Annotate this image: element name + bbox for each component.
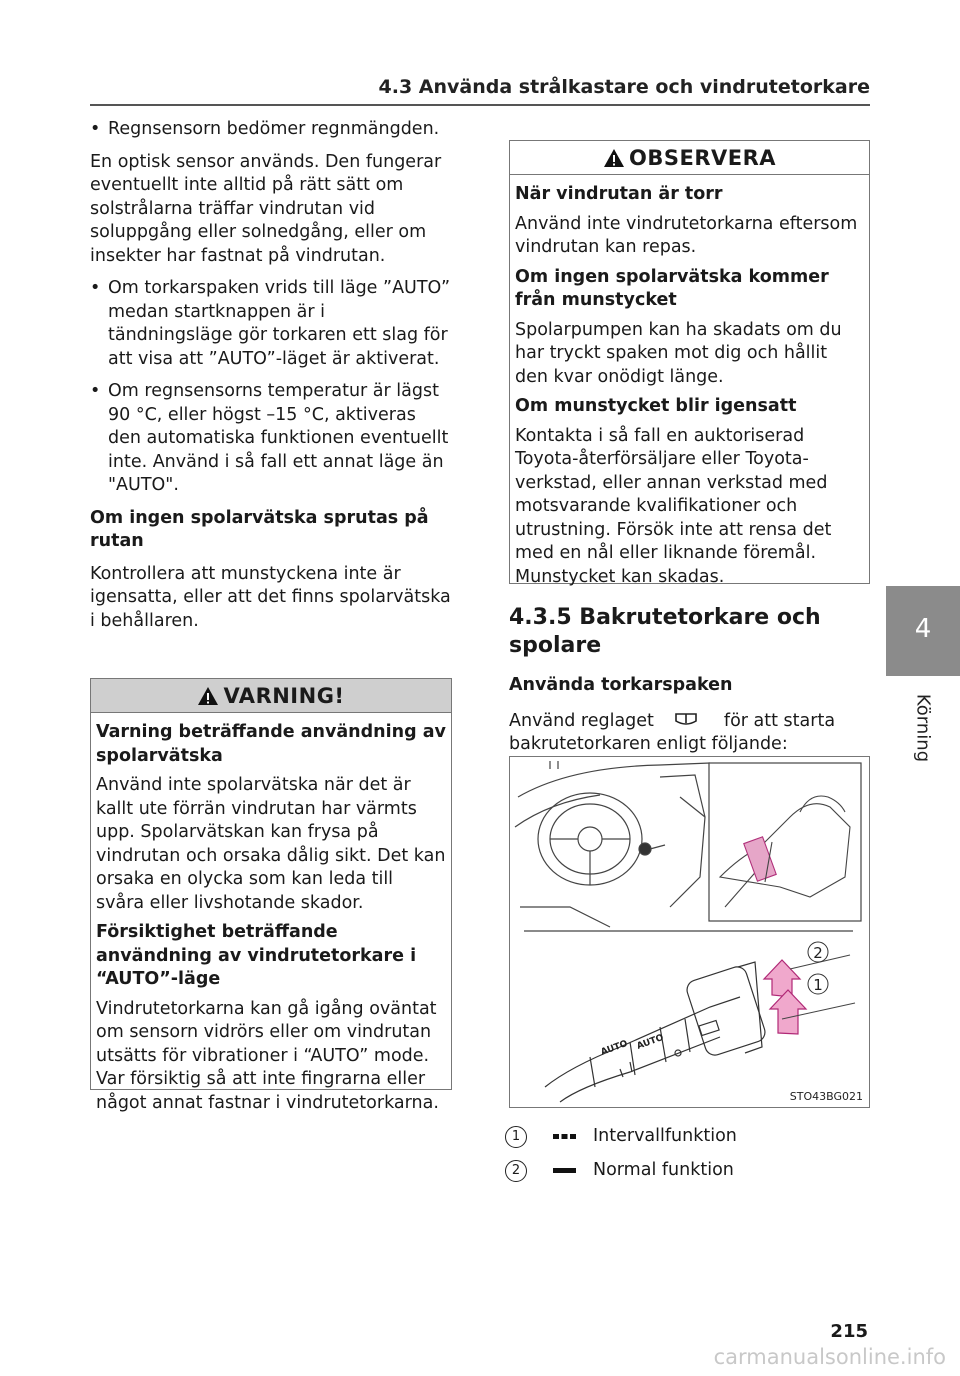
notice-title: OBSERVERA [628, 145, 777, 170]
bullet-auto-mode: • Om torkarspaken vrids till läge ”AUTO” medan startknappen är i tändningsläge gör torkaren ett slag för att visa att ”AUTO”-läget är aktiverat. [90, 277, 452, 371]
watermark: carmanualsonline.info [713, 1345, 946, 1369]
warning-text-washer: Använd inte spolarvätska när det är kallt ute förrän vindrutan har värmts upp. Spolarvätskan kan frysa på vindrutan och orsaka dålig sikt. Det kan orsaka en olycka som kan leda till svåra eller livshotande skador. [96, 775, 446, 913]
lever-drawing [545, 962, 768, 1102]
instruction-text-line2: bakrutetorkaren enligt följande: [509, 734, 788, 754]
illustration-drawing [510, 757, 869, 1107]
warning-box [90, 678, 452, 1113]
lever-auto-label-2: AUTO [635, 1032, 666, 1052]
legend-label-1: Intervallfunktion [593, 1126, 737, 1146]
legend-item-1 [505, 1124, 875, 1154]
rear-wiper-icon [674, 711, 698, 731]
dashed-line-icon [553, 1134, 576, 1140]
heading-no-washer-fluid: Om ingen spolarvätska sprutas på rutan [90, 507, 429, 551]
legend-item-2 [505, 1158, 875, 1188]
notice-box [509, 140, 870, 587]
solid-line-icon [553, 1168, 576, 1174]
notice-text-no-fluid: Spolarpumpen kan ha skadats om du har tryckt spaken mot dig och hållit den kvar onödigt länge. [515, 319, 842, 387]
notice-heading-dry: När vindrutan är torr [515, 184, 723, 204]
chapter-tab [886, 586, 960, 676]
section-rear-wiper [509, 604, 870, 757]
figure-callout-1: 1 [813, 976, 823, 994]
instruction-text-after: för att starta [723, 710, 836, 731]
warning-title: VARNING! [223, 683, 345, 708]
arrow-2 [764, 960, 800, 997]
page-number: 215 [830, 1321, 868, 1342]
section-subheading: Använda torkarspaken [509, 675, 733, 695]
notice-text-dry: Använd inte vindrutetorkarna eftersom vindrutan kan repas. [515, 213, 858, 257]
paragraph-check-nozzles: Kontrollera att munstyckena inte är igensatta, eller att det finns spolarvätska i behållaren. [90, 563, 451, 631]
warning-heading-auto: Försiktighet beträffande användning av vindrutetorkare i “AUTO”-läge [96, 922, 417, 989]
warning-header [91, 679, 451, 713]
legend-number-2: 2 [505, 1160, 527, 1182]
lever-auto-label-1: AUTO [599, 1038, 630, 1058]
warning-heading-washer: Varning beträffande användning av spolarvätska [96, 722, 446, 766]
warning-triangle-icon [197, 686, 219, 706]
dashboard-sketch [515, 761, 710, 927]
warning-text-auto: Vindrutetorkarna kan gå igång oväntat om sensorn vidrörs eller om vindrutan utsätts för vibrationer i “AUTO” mode. Var försiktig så att inte fingrarna eller något annat fastnar i vindrutetorkarna. [96, 998, 439, 1113]
header-title: 4.3 Använda strålkastare och vindrutetorkare [378, 76, 870, 98]
bullet-rain-sensor: • Regnsensorn bedömer regnmängden. [90, 118, 452, 142]
notice-header [510, 141, 869, 175]
wiper-lever-illustration [509, 756, 870, 1108]
notice-text-clogged: Kontakta i så fall en auktoriserad Toyota-återförsäljare eller Toyota-verkstad, eller annan verkstad med motsvarande kvalifikationer och utrustning. Försök inte att rensa det med en nål eller liknande föremål. Munstycket kan skadas. [515, 425, 832, 587]
paragraph-optical-sensor: En optisk sensor används. Den fungerar eventuellt inte alltid på rätt sätt om solstrålarna träffar vindrutan vid soluppgång eller solnedgång, eller om insekter har fastnat på vindrutan. [90, 151, 442, 266]
legend-label-2: Normal funktion [593, 1160, 734, 1180]
notice-heading-clogged: Om munstycket blir igensatt [515, 396, 797, 416]
figure-id: STO43BG021 [789, 1090, 863, 1103]
caution-triangle-icon [603, 148, 625, 168]
figure-callout-2: 2 [813, 944, 823, 962]
legend-number-1: 1 [505, 1126, 527, 1148]
notice-heading-no-fluid: Om ingen spolarvätska kommer från munstycket [515, 266, 829, 310]
arrow-1 [770, 990, 806, 1034]
chapter-label: Körning [912, 693, 934, 763]
chapter-number: 4 [914, 614, 932, 644]
section-title: 4.3.5 Bakrutetorkare och spolare [509, 605, 821, 658]
section-instruction [509, 710, 870, 757]
bullet-temperature: • Om regnsensorns temperatur är lägst 90 °C, eller högst –15 °C, aktiveras den automatiska funktionen eventuellt inte. Använd i så fall ett annat läge än "AUTO". [90, 380, 452, 498]
left-column [90, 118, 452, 633]
instruction-text-before: Använd reglaget [509, 710, 654, 731]
page-header [90, 70, 870, 106]
